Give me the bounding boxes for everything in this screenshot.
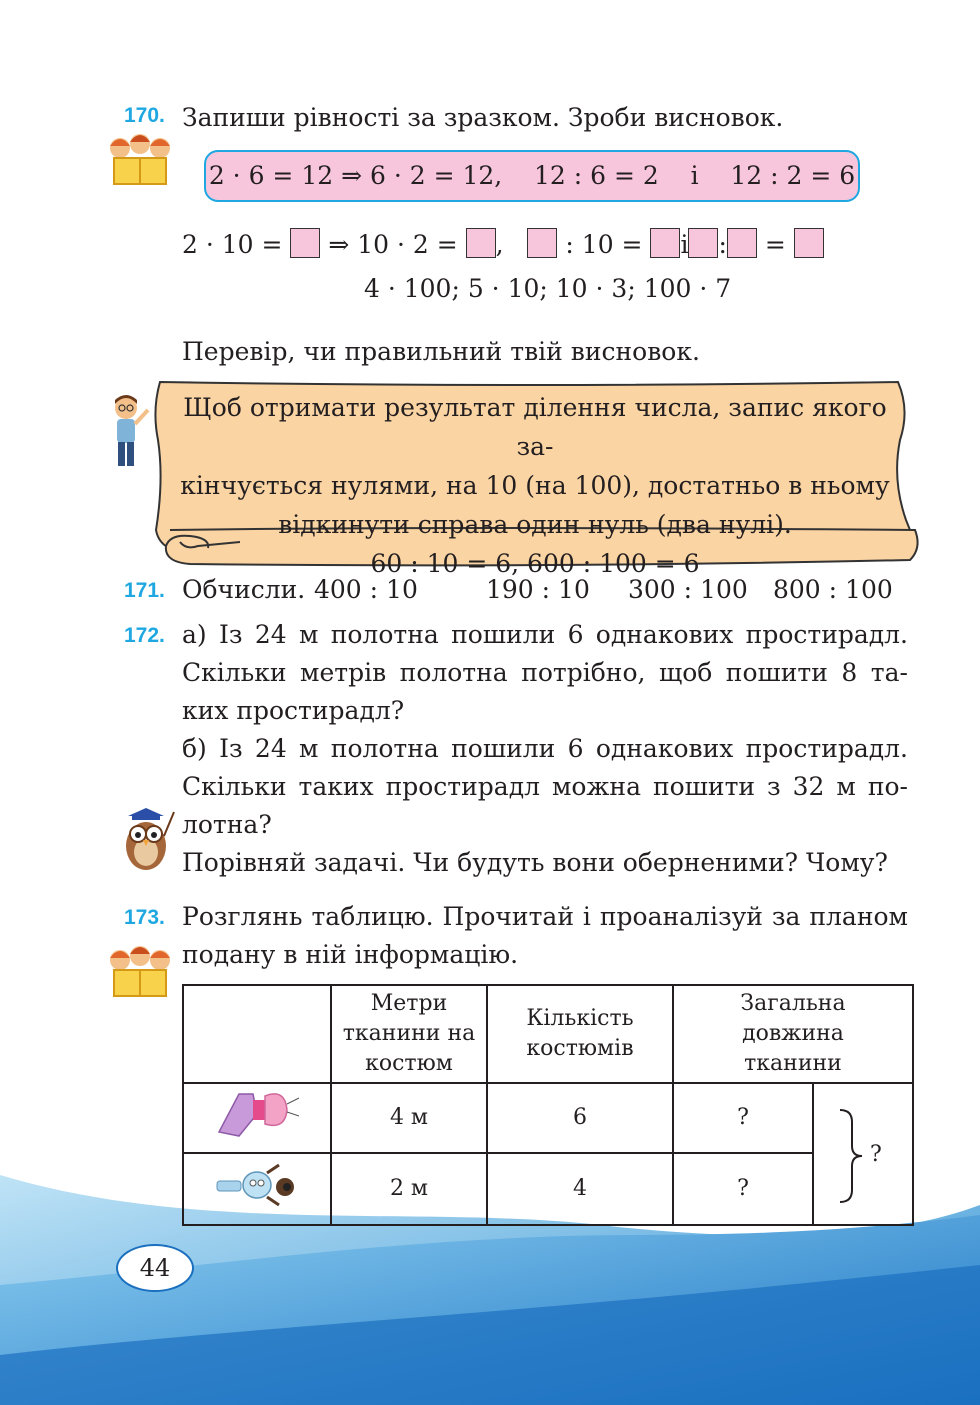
exercise-number-173: 173. bbox=[124, 906, 165, 929]
text-line: лотна? bbox=[182, 810, 272, 839]
table-cell-sum bbox=[813, 1083, 913, 1225]
table-cell-count: 4 bbox=[487, 1153, 673, 1225]
answer-box[interactable] bbox=[727, 228, 757, 258]
exercise-number-172: 172. bbox=[124, 624, 165, 647]
text-line: Розглянь таблицю. Прочитай і проаналізуй за планом bbox=[182, 902, 908, 931]
text-line: Скільки метрів полотна потрібно, щоб пошити 8 та- bbox=[182, 658, 908, 687]
pattern-line bbox=[182, 226, 824, 264]
expressions-list: 4 · 100; 5 · 10; 10 · 3; 100 · 7 bbox=[364, 274, 732, 303]
curly-brace-icon bbox=[836, 1106, 866, 1206]
exercise-number-170: 170. bbox=[124, 104, 165, 127]
check-instruction: Перевір, чи правильний твій висновок. bbox=[182, 337, 700, 366]
table-header-count: Кількість костюмів bbox=[487, 985, 673, 1083]
owl-teacher-icon bbox=[116, 806, 176, 874]
rule-line: Щоб отримати результат ділення числа, запис якого за- bbox=[183, 393, 887, 461]
expression: 400 : 10 bbox=[314, 575, 418, 604]
table-cell-total: ? bbox=[673, 1153, 813, 1225]
exercise-171-label: Обчисли. bbox=[182, 575, 306, 604]
kids-reading-icon bbox=[104, 130, 176, 186]
answer-box[interactable] bbox=[290, 228, 320, 258]
answer-box[interactable] bbox=[527, 228, 557, 258]
pattern-part: : 10 = bbox=[565, 230, 643, 259]
table-cell-total: ? bbox=[673, 1083, 813, 1153]
sample-equalities-banner: 2 · 6 = 12 ⇒ 6 · 2 = 12, 12 : 6 = 2 і 12 : 2 = 6 bbox=[204, 150, 860, 202]
expression: 800 : 100 bbox=[773, 575, 893, 604]
exercise-172-text bbox=[182, 616, 908, 882]
text-line: Порівняй задачі. Чи будуть вони оберненими? Чому? bbox=[182, 848, 888, 877]
answer-box[interactable] bbox=[688, 228, 718, 258]
pattern-part: і bbox=[680, 230, 689, 259]
page-number: 44 bbox=[116, 1244, 194, 1292]
sum-question: ? bbox=[870, 1142, 882, 1167]
kids-reading-icon bbox=[104, 942, 176, 998]
pattern-part: , bbox=[495, 230, 504, 259]
rule-example: 60 : 10 = 6, 600 : 100 = 6 bbox=[370, 549, 700, 578]
table-cell-item bbox=[183, 1083, 331, 1153]
table-cell-item bbox=[183, 1153, 331, 1225]
answer-box[interactable] bbox=[650, 228, 680, 258]
text-line: Скільки таких простирадл можна пошити з 32 м по- bbox=[182, 772, 908, 801]
pattern-part: ⇒ 10 · 2 = bbox=[328, 230, 458, 259]
table-cell-meters: 2 м bbox=[331, 1153, 487, 1225]
pattern-part: : bbox=[718, 230, 727, 259]
text-line: подану в ній інформацію. bbox=[182, 940, 519, 969]
table-cell-meters: 4 м bbox=[331, 1083, 487, 1153]
answer-box[interactable] bbox=[794, 228, 824, 258]
text-line: б) Із 24 м полотна пошили 6 однакових простирадл. bbox=[182, 734, 908, 763]
costume-fabric-table bbox=[182, 984, 914, 1226]
expression: 300 : 100 bbox=[628, 575, 748, 604]
table-header-meters: Метри тканини на костюм bbox=[331, 985, 487, 1083]
exercise-170-instruction: Запиши рівності за зразком. Зроби висновок. bbox=[182, 103, 784, 132]
expression: 190 : 10 bbox=[486, 575, 590, 604]
exercise-number-171: 171. bbox=[124, 579, 165, 602]
pattern-part: = bbox=[764, 230, 786, 259]
boy-pointer-icon bbox=[106, 392, 154, 472]
text-line: а) Із 24 м полотна пошили 6 однакових простирадл. bbox=[182, 620, 908, 649]
rule-text-block bbox=[170, 388, 900, 583]
table-header-total: Загальна довжина тканини bbox=[673, 985, 913, 1083]
rule-line: відкинути справа один нуль (два нулі). bbox=[278, 510, 792, 539]
answer-box[interactable] bbox=[466, 228, 496, 258]
dress-costume-icon bbox=[209, 1086, 305, 1142]
text-line: ких простирадл? bbox=[182, 696, 405, 725]
pattern-part: 2 · 10 = bbox=[182, 230, 283, 259]
table-header-empty bbox=[183, 985, 331, 1083]
rule-line: кінчується нулями, на 10 (на 100), достатньо в ньому bbox=[180, 471, 890, 500]
table-cell-count: 6 bbox=[487, 1083, 673, 1153]
exercise-173-text bbox=[182, 898, 908, 974]
boy-suit-costume-icon bbox=[209, 1157, 305, 1213]
